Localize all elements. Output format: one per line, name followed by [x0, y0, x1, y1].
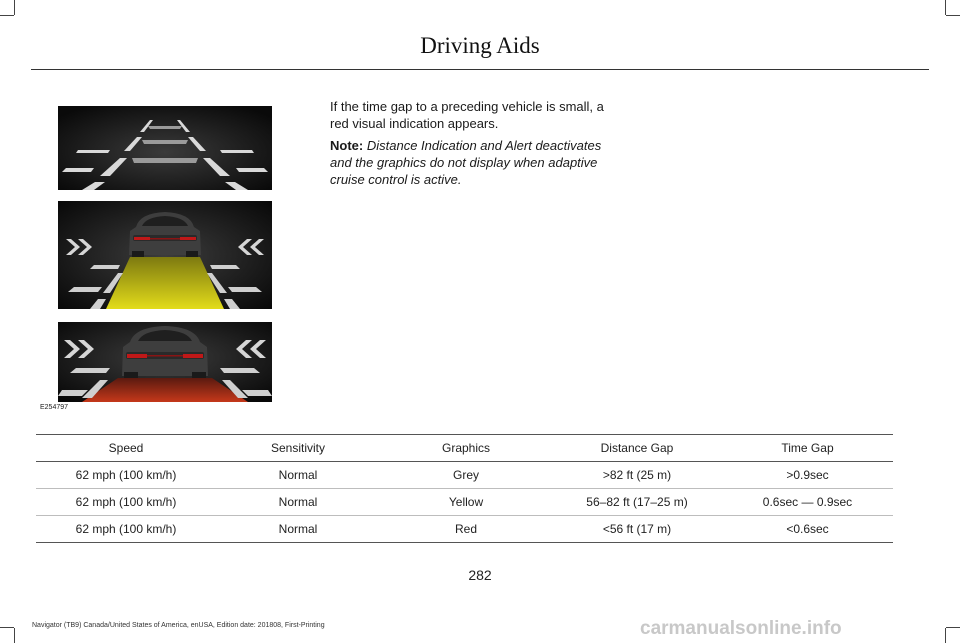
table-cell: Normal: [278, 468, 318, 482]
table-row: [36, 489, 893, 516]
table-cell: Red: [454, 522, 477, 536]
crop-mark: [14, 628, 15, 643]
table-cell: Normal: [278, 495, 318, 509]
table-row: [36, 462, 893, 489]
note: [330, 137, 610, 188]
crop-mark: [946, 627, 960, 628]
table-cell: 62 mph (100 km/h): [75, 495, 177, 509]
page-number: 282: [468, 567, 492, 583]
crop-mark: [945, 0, 946, 15]
table-cell: Yellow: [448, 495, 484, 509]
table-cell: <56 ft (17 m): [602, 522, 672, 536]
table-cell: 56–82 ft (17–25 m): [586, 495, 688, 509]
crop-mark: [946, 15, 960, 16]
note-text: Distance Indication and Alert deactivates and the graphics do not display when adaptive cruise control is active.: [330, 138, 602, 187]
table-cell: >82 ft (25 m): [602, 468, 672, 482]
table-header-cell: Speed: [108, 441, 144, 455]
table-header-cell: Distance Gap: [600, 441, 674, 455]
body-paragraph: [330, 98, 610, 132]
table-cell: 0.6sec — 0.9sec: [762, 495, 853, 509]
table-cell: Normal: [278, 522, 318, 536]
body-paragraph-text: If the time gap to a preceding vehicle is small, a red visual indication appears.: [330, 99, 604, 131]
table-header-cell: Sensitivity: [270, 441, 326, 455]
table-header-cell: Time Gap: [781, 441, 834, 455]
figure-yellow-indication: [58, 201, 272, 309]
table-cell: 62 mph (100 km/h): [75, 522, 177, 536]
crop-mark: [14, 0, 15, 15]
figure-red-indication: [58, 322, 272, 402]
watermark: carmanualsonline.info: [640, 618, 842, 639]
table-cell: 62 mph (100 km/h): [75, 468, 177, 482]
table-header-cell: Graphics: [441, 441, 491, 455]
table-cell: Grey: [452, 468, 479, 482]
crop-mark: [0, 15, 14, 16]
table-cell: >0.9sec: [786, 468, 829, 482]
footer-edition-info: Navigator (TB9) Canada/United States of America, enUSA, Edition date: 201808, First-Printing: [32, 622, 325, 629]
header-divider: [31, 69, 929, 70]
distance-table: [36, 434, 893, 543]
figure-code: E254797: [40, 404, 69, 411]
note-label: Note:: [330, 138, 364, 153]
table-row: [36, 516, 893, 543]
table-cell: <0.6sec: [786, 522, 829, 536]
crop-mark: [0, 627, 14, 628]
page-title: Driving Aids: [420, 33, 540, 58]
table-header-row: [36, 435, 893, 462]
figure-no-vehicle: [58, 106, 272, 190]
crop-mark: [945, 628, 946, 643]
